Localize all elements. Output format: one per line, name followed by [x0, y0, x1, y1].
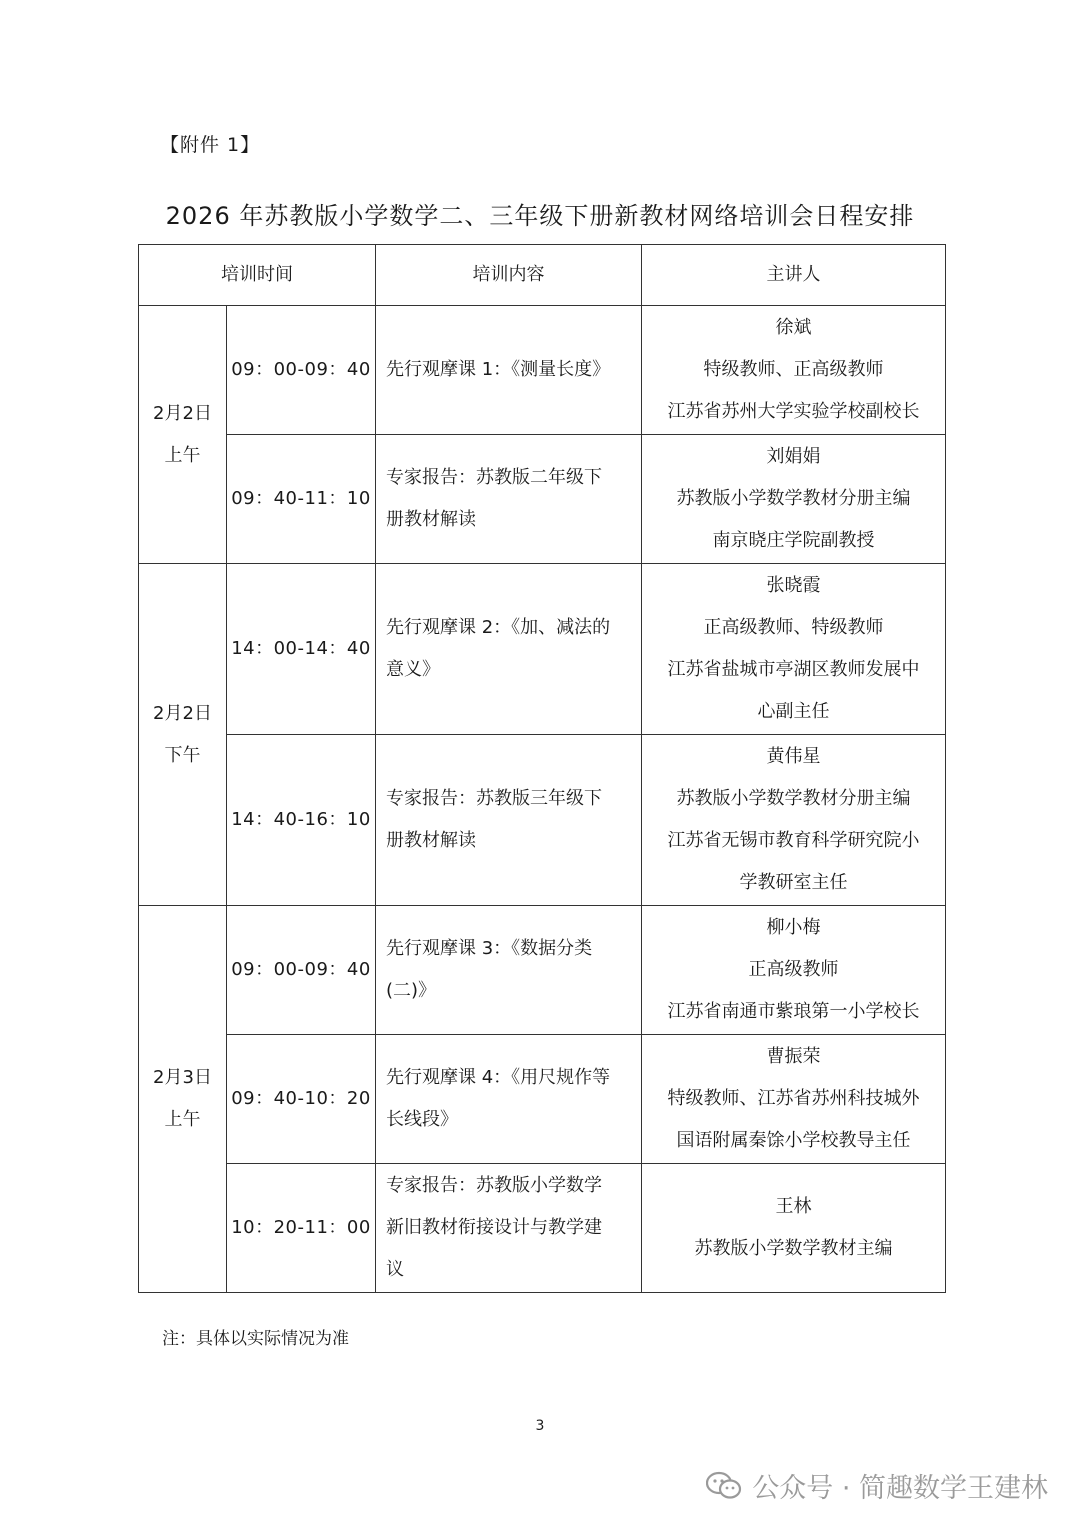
speaker-cell	[642, 1164, 946, 1293]
table-row	[139, 306, 946, 435]
time-cell: 09：40-10：20	[227, 1035, 376, 1164]
speaker-line: 苏教版小学数学教材分册主编	[676, 488, 911, 509]
time-cell: 09：40-11：10	[227, 435, 376, 564]
speaker-cell	[642, 306, 946, 435]
speaker-name: 徐斌	[775, 317, 812, 338]
content-cell	[376, 1035, 642, 1164]
speaker-name: 黄伟星	[766, 746, 821, 767]
table-row	[139, 564, 946, 735]
speaker-line: 特级教师、江苏省苏州科技城外	[667, 1088, 920, 1109]
attachment-label: 【附件 1】	[160, 134, 261, 156]
speaker-line: 正高级教师	[748, 959, 839, 980]
speaker-line: 正高级教师、特级教师	[703, 617, 884, 638]
time-cell: 14：00-14：40	[227, 564, 376, 735]
period-label: 上午	[164, 1109, 201, 1130]
content-line: 新旧教材衔接设计与教学建	[386, 1217, 602, 1238]
table-header-row	[139, 245, 946, 306]
footnote: 注：具体以实际情况为准	[162, 1329, 349, 1349]
content-cell	[376, 306, 642, 435]
watermark	[706, 1466, 1048, 1505]
speaker-line: 江苏省无锡市教育科学研究院小	[667, 830, 920, 851]
content-cell	[376, 735, 642, 906]
table-row	[139, 735, 946, 906]
content-cell	[376, 435, 642, 564]
speaker-line: 苏教版小学数学教材主编	[694, 1238, 893, 1259]
speaker-name: 王林	[775, 1196, 812, 1217]
time-cell: 14：40-16：10	[227, 735, 376, 906]
speaker-line: 特级教师、正高级教师	[703, 359, 884, 380]
table-row	[139, 906, 946, 1035]
speaker-cell	[642, 1035, 946, 1164]
content-line: 册教材解读	[386, 830, 476, 851]
speaker-name: 柳小梅	[766, 917, 821, 938]
content-line: 专家报告：苏教版二年级下	[386, 467, 602, 488]
speaker-line: 学教研室主任	[739, 872, 848, 893]
content-cell	[376, 906, 642, 1035]
time-cell: 10：20-11：00	[227, 1164, 376, 1293]
table-row	[139, 435, 946, 564]
content-line: 意义》	[386, 659, 440, 680]
date-label: 2月2日	[153, 702, 212, 724]
speaker-line: 江苏省南通市紫琅第一小学校长	[667, 1001, 920, 1022]
content-cell	[376, 1164, 642, 1293]
content-line: 专家报告：苏教版三年级下	[386, 788, 602, 809]
content-line: (二)》	[386, 980, 437, 1001]
page-number: 3	[535, 1418, 545, 1434]
header-speaker: 主讲人	[642, 245, 946, 306]
header-time: 培训时间	[139, 245, 376, 306]
table-row	[139, 1164, 946, 1293]
speaker-cell	[642, 435, 946, 564]
speaker-line: 心副主任	[757, 701, 830, 722]
header-content: 培训内容	[376, 245, 642, 306]
speaker-line: 国语附属秦馀小学校教导主任	[676, 1130, 911, 1151]
content-line: 长线段》	[386, 1109, 458, 1130]
time-cell: 09：00-09：40	[227, 306, 376, 435]
speaker-cell	[642, 735, 946, 906]
speaker-line: 苏教版小学数学教材分册主编	[676, 788, 911, 809]
content-line: 专家报告：苏教版小学数学	[386, 1175, 602, 1196]
speaker-name: 张晓霞	[766, 575, 821, 596]
date-cell	[139, 906, 227, 1293]
period-label: 下午	[164, 744, 201, 766]
table-row	[139, 1035, 946, 1164]
date-label: 2月3日	[153, 1067, 212, 1088]
time-cell: 09：00-09：40	[227, 906, 376, 1035]
speaker-line: 南京晓庄学院副教授	[712, 530, 875, 551]
schedule-table	[138, 244, 946, 1293]
content-line: 先行观摩课 1：《测量长度》	[386, 359, 611, 380]
period-label: 上午	[164, 444, 201, 466]
content-cell	[376, 564, 642, 735]
speaker-cell	[642, 564, 946, 735]
speaker-line: 江苏省盐城市亭湖区教师发展中	[667, 659, 920, 680]
watermark-text: 公众号 · 简趣数学王建林	[752, 1473, 1048, 1504]
date-cell	[139, 564, 227, 906]
content-line: 先行观摩课 4：《用尺规作等	[386, 1067, 611, 1088]
page-title: 2026 年苏教版小学数学二、三年级下册新教材网络培训会日程安排	[165, 202, 915, 230]
content-line: 册教材解读	[386, 509, 476, 530]
wechat-icon	[706, 1471, 742, 1501]
speaker-line: 江苏省苏州大学实验学校副校长	[667, 401, 920, 422]
content-line: 先行观摩课 3：《数据分类	[386, 938, 593, 959]
content-line: 议	[386, 1259, 404, 1280]
speaker-name: 曹振荣	[766, 1046, 821, 1067]
date-cell	[139, 306, 227, 564]
speaker-cell	[642, 906, 946, 1035]
speaker-name: 刘娟娟	[766, 446, 821, 467]
content-line: 先行观摩课 2：《加、减法的	[386, 617, 611, 638]
date-label: 2月2日	[153, 402, 212, 424]
